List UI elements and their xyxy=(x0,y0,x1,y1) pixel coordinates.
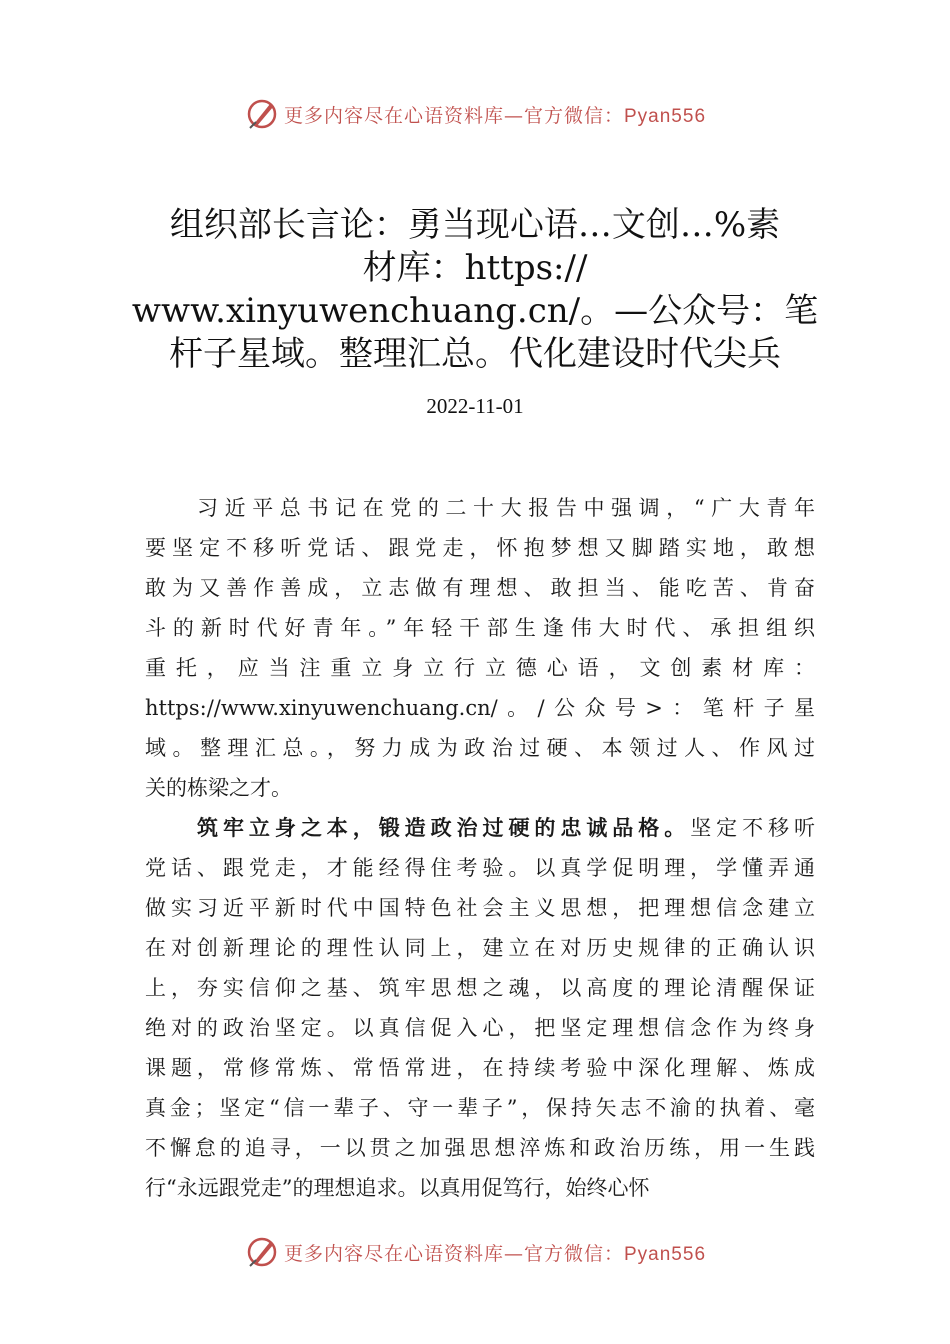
para2-line: 上，夯实信仰之基、筑牢思想之魂，以高度的理论清醒保证 xyxy=(145,976,815,1000)
para2-line: 党话、跟党走，才能经得住考验。以真学促明理，学懂弄通 xyxy=(145,856,815,880)
banner-text: 更多内容尽在心语资料库—官方微信：Pyan556 xyxy=(283,104,707,127)
title-line: 材库：https:// xyxy=(362,248,588,288)
para1-line: 关的栋梁之才。 xyxy=(145,776,292,800)
wechat-id: Pyan556 xyxy=(624,105,707,127)
document-body xyxy=(145,488,815,1208)
title-line: www.xinyuwenchuang.cn/。—公众号：笔 xyxy=(131,291,819,331)
quill-logo-icon xyxy=(244,1234,280,1270)
title-line: 组织部长言论：勇当现心语…文创…%素 xyxy=(169,205,781,245)
para2-line: 绝对的政治坚定。以真信促入心，把坚定理想信念作为终身 xyxy=(145,1016,815,1040)
para2-line: 不懈怠的追寻，一以贯之加强思想淬炼和政治历练，用一生践 xyxy=(145,1136,815,1160)
para1-line: https://www.xinyuwenchuang.cn/。/公众号>：笔杆子星 xyxy=(145,696,815,720)
header-banner xyxy=(0,94,950,134)
para2-first-rest: 坚定不移听 xyxy=(690,816,816,840)
para1-line: 斗的新时代好青年。”年轻干部生逢伟大时代、承担组织 xyxy=(145,616,815,640)
document-date: 2022-11-01 xyxy=(426,394,524,418)
para1-line: 敢为又善作善成，立志做有理想、敢担当、能吃苦、肯奋 xyxy=(145,576,815,600)
document-title xyxy=(100,204,850,376)
para2-first-line xyxy=(145,808,815,848)
footer-banner xyxy=(0,1232,950,1272)
para2-line: 在对创新理论的理性认同上，建立在对历史规律的正确认识 xyxy=(145,936,815,960)
para2-line: 行“永远跟党走”的理想追求。以真用促笃行，始终心怀 xyxy=(145,1176,650,1200)
wechat-id: Pyan556 xyxy=(624,1243,707,1265)
title-line: 杆子星域。整理汇总。代化建设时代尖兵 xyxy=(169,334,781,374)
banner-text: 更多内容尽在心语资料库—官方微信：Pyan556 xyxy=(283,1242,707,1265)
section-heading: 筑牢立身之本，锻造政治过硬的忠诚品格。 xyxy=(197,816,691,840)
para2-line: 真金；坚定“信一辈子、守一辈子”，保持矢志不渝的执着、毫 xyxy=(145,1096,815,1120)
para1-line: 要坚定不移听党话、跟党走，怀抱梦想又脚踏实地，敢想 xyxy=(145,536,815,560)
para1-line: 习近平总书记在党的二十大报告中强调，“广大青年 xyxy=(197,496,815,520)
quill-logo-icon xyxy=(244,96,280,132)
para2-line: 课题，常修常炼、常悟常进，在持续考验中深化理解、炼成 xyxy=(145,1056,815,1080)
para1-line: 域。整理汇总。，努力成为政治过硬、本领过人、作风过 xyxy=(145,736,815,760)
para1-line: 重托，应当注重立身立行立德心语，文创素材库： xyxy=(145,656,815,680)
para2-line: 做实习近平新时代中国特色社会主义思想，把理想信念建立 xyxy=(145,896,815,920)
